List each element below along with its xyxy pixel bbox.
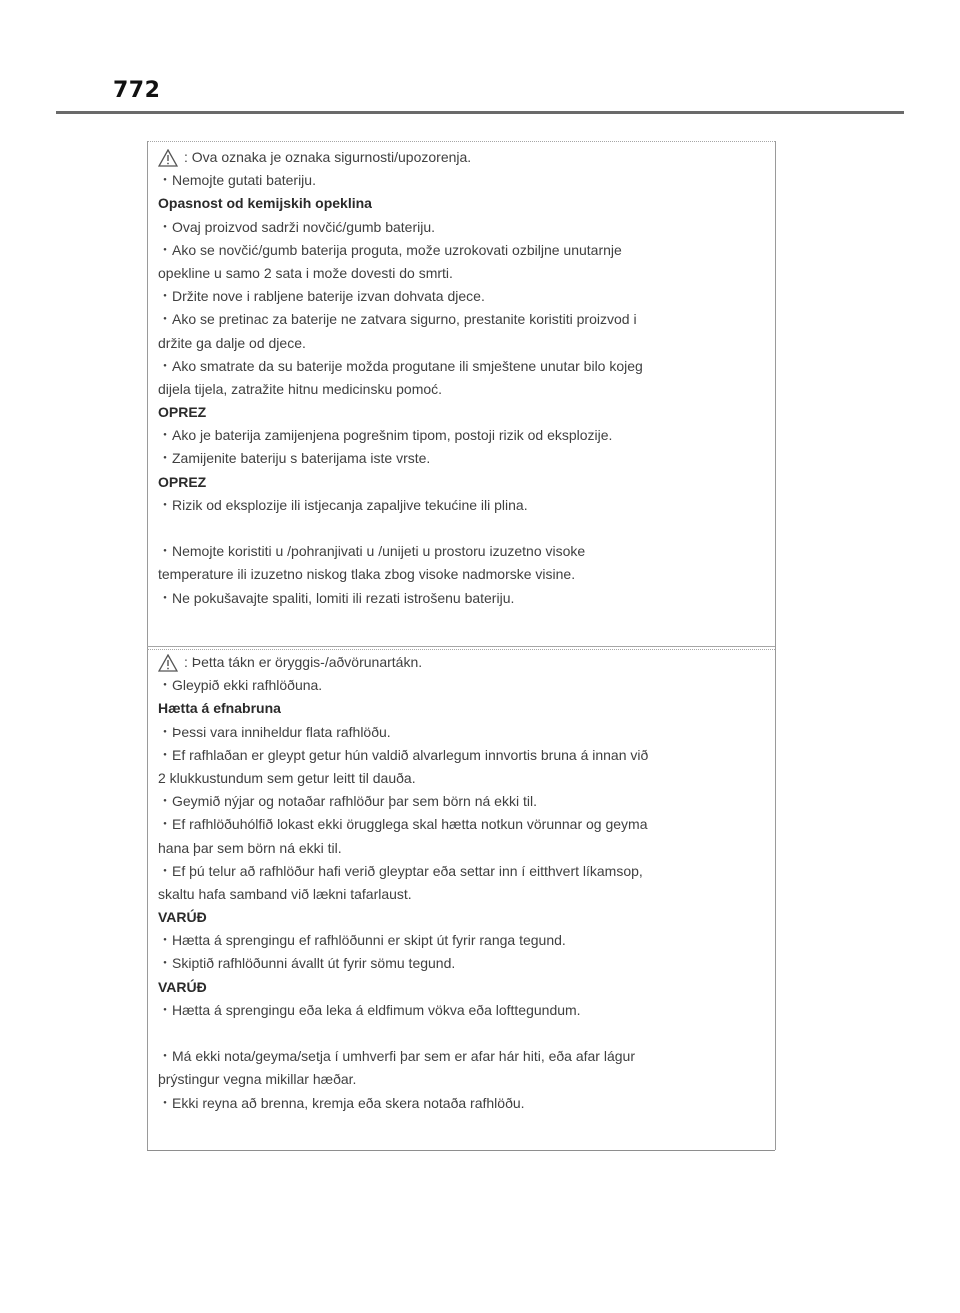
spacer-line: [158, 517, 758, 540]
page-number: 772: [113, 78, 161, 103]
warning-box-top-border: [147, 141, 775, 142]
warning-text-line: držite ga dalje od djece.: [158, 334, 306, 351]
warning-text-line: ・Þessi vara inniheldur flata rafhlöðu.: [158, 723, 391, 740]
warning-text-line: ・Ako smatrate da su baterije možda progutane ili smještene unutar bilo kojeg: [158, 357, 643, 374]
warning-box-bottom-border: [147, 1150, 775, 1151]
warning-text-line: ・Ako se pretinac za baterije ne zatvara sigurno, prestanite koristiti proizvod i: [158, 311, 637, 328]
spacer-line: [158, 1022, 758, 1045]
warning-text-line: temperature ili izuzetno niskog tlaka zbog visoke nadmorske visine.: [158, 566, 576, 583]
warning-text-line: þrýstingur vegna mikillar hæðar.: [158, 1071, 357, 1088]
warning-text-line: hana þar sem börn ná ekki til.: [158, 839, 342, 856]
warning-lines: [158, 674, 758, 1115]
warning-text-line: ・Gleypið ekki rafhlöðuna.: [158, 677, 323, 694]
warning-heading: OPREZ: [158, 404, 207, 421]
warning-text-line: ・Ako je baterija zamijenjena pogrešnim tipom, postoji rizik od eksplozije.: [158, 427, 613, 444]
warning-heading: OPREZ: [158, 473, 207, 490]
warning-heading: VARÚÐ: [158, 909, 207, 926]
warning-text-line: ・Ekki reyna að brenna, kremja eða skera notaða rafhlöðu.: [158, 1094, 525, 1111]
warning-triangle-icon: [158, 149, 178, 167]
warning-text-line: ・Ako se novčić/gumb baterija proguta, može uzrokovati ozbiljne unutarnje: [158, 241, 622, 258]
warning-text-line: ・Ne pokušavajte spaliti, lomiti ili rezati istrošenu bateriju.: [158, 589, 515, 606]
warning-heading: Hætta á efnabruna: [158, 700, 281, 717]
warning-text-line: 2 klukkustundum sem getur leitt til dauða.: [158, 769, 416, 786]
warning-heading: VARÚÐ: [158, 978, 207, 995]
warning-text-line: ・Ef þú telur að rafhlöður hafi verið gleyptar eða settar inn í eitthvert líkamsop,: [158, 862, 643, 879]
warning-box-right-border: [775, 141, 776, 1150]
warning-section-croatian: [158, 146, 758, 610]
warning-text-line: ・Rizik od eksplozije ili istjecanja zapaljive tekućine ili plina.: [158, 496, 528, 513]
warning-text-line: ・Hætta á sprengingu ef rafhlöðunni er skipt út fyrir ranga tegund.: [158, 932, 566, 949]
warning-text-line: opekline u samo 2 sata i može dovesti do smrti.: [158, 264, 453, 281]
warning-text-line: skaltu hafa samband við lækni tafarlaust.: [158, 885, 412, 902]
warning-lines: [158, 169, 758, 610]
warning-text-line: ・Skiptið rafhlöðunni ávallt út fyrir sömu tegund.: [158, 955, 456, 972]
warning-text-line: ・Nemojte gutati bateriju.: [158, 172, 316, 189]
warning-intro: [158, 146, 758, 169]
warning-text-line: ・Hætta á sprengingu eða leka á eldfimum vökva eða lofttegundum.: [158, 1001, 581, 1018]
warning-heading: Opasnost od kemijskih opeklina: [158, 195, 372, 212]
warning-section-icelandic: [158, 651, 758, 1115]
warning-intro-text: : Ova oznaka je oznaka sigurnosti/upozorenja.: [184, 149, 472, 165]
warning-text-line: ・Má ekki nota/geyma/setja í umhverfi þar sem er afar hár hiti, eða afar lágur: [158, 1048, 635, 1065]
warning-text-line: ・Geymið nýjar og notaðar rafhlöður þar sem börn ná ekki til.: [158, 793, 537, 810]
warning-text-line: ・Zamijenite bateriju s baterijama iste vrste.: [158, 450, 431, 467]
header-rule: [56, 111, 904, 114]
warning-text-line: ・Nemojte koristiti u /pohranjivati u /unijeti u prostoru izuzetno visoke: [158, 543, 586, 560]
warning-text-line: ・Držite nove i rabljene baterije izvan dohvata djece.: [158, 288, 485, 305]
warning-text-line: ・Ef rafhlöðuhólfið lokast ekki örugglega skal hætta notkun vörunnar og geyma: [158, 816, 648, 833]
warning-box-divider: [147, 646, 775, 650]
warning-text-line: ・Ovaj proizvod sadrži novčić/gumb bateriju.: [158, 218, 436, 235]
warning-intro: [158, 651, 758, 674]
warning-intro-text: : Þetta tákn er öryggis-/aðvörunartákn.: [184, 654, 423, 670]
warning-text-line: ・Ef rafhlaðan er gleypt getur hún valdið alvarlegum innvortis bruna á innan við: [158, 746, 649, 763]
warning-text-line: dijela tijela, zatražite hitnu medicinsku pomoć.: [158, 380, 443, 397]
warning-triangle-icon: [158, 654, 178, 672]
